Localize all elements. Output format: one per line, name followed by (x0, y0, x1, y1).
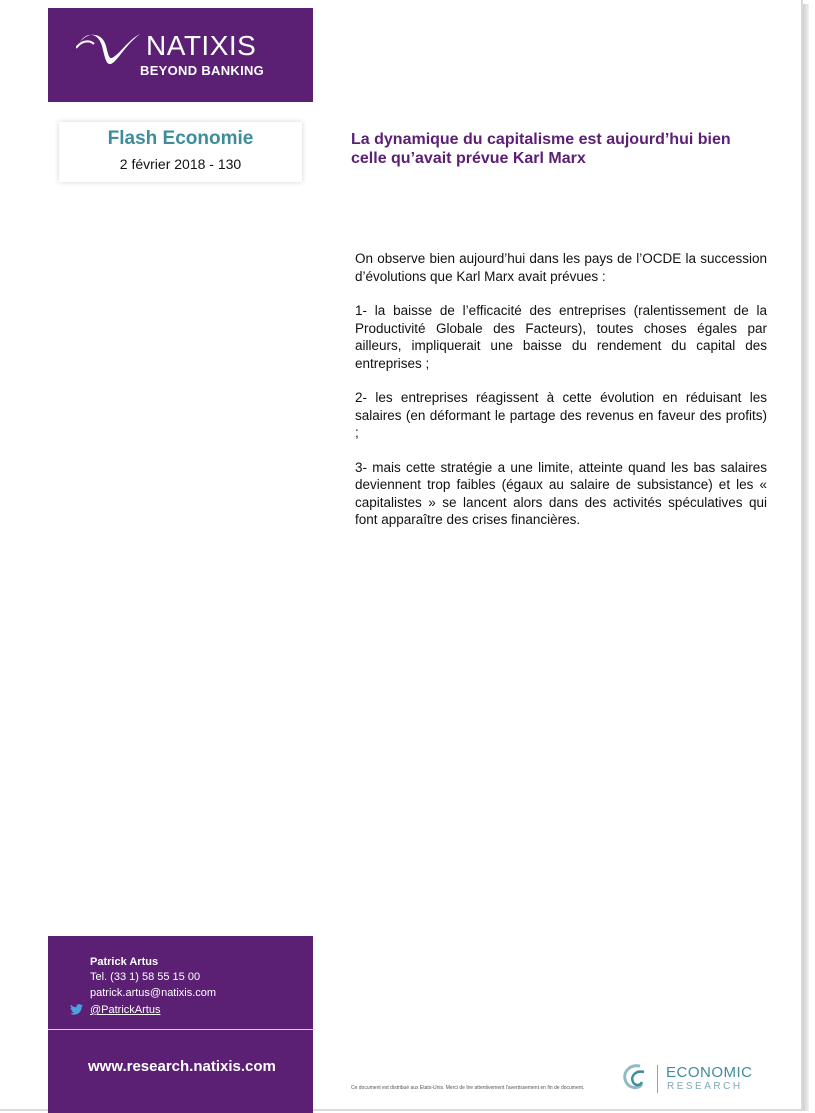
economic-research-label-2: RESEARCH (667, 1081, 743, 1092)
title-line-2: celle qu’avait prévue Karl Marx (351, 150, 586, 167)
economic-research-divider (657, 1065, 658, 1093)
natixis-swoosh-icon (76, 28, 142, 68)
author-twitter-link[interactable]: @PatrickArtus (90, 1004, 161, 1016)
title-line-1: La dynamique du capitalisme est aujourd’hui bien (351, 131, 731, 148)
author-name: Patrick Artus (90, 956, 159, 968)
paragraph-intro: On observe bien aujourd’hui dans les pays de l’OCDE la succession d’évolutions que Karl Marx avait prévues : (355, 251, 767, 284)
document-title (351, 130, 781, 168)
author-phone: Tel. (33 1) 58 55 15 00 (90, 971, 201, 983)
brand-tagline: BEYOND BANKING (140, 63, 265, 78)
flash-date: 2 février 2018 - 130 (119, 156, 242, 172)
twitter-icon (70, 1004, 83, 1015)
website-link[interactable]: www.research.natixis.com (88, 1058, 276, 1075)
paragraph-point-3: 3- mais cette stratégie a une limite, atteinte quand les bas salaires deviennent trop faibles (égaux au salaire de subsistance) et les « capitalistes » se lancent alors dans des activités spéculatives qui font apparaître des crises financières. (355, 459, 767, 527)
website-banner (48, 1030, 313, 1113)
author-contact (48, 936, 313, 1029)
natixis-logo (48, 8, 313, 102)
flash-title: Flash Economie (107, 128, 254, 149)
brand-name: NATIXIS (146, 30, 257, 61)
document-body (355, 250, 767, 546)
paragraph-point-2: 2- les entreprises réagissent à cette évolution en réduisant les salaires (en déformant le partage des revenus en faveur des profits) ; (355, 390, 767, 440)
paragraph-point-1: 1- la baisse de l’efficacité des entreprises (ralentissement de la Productivité Globale des Facteurs), toutes choses égales par ailleurs, impliquerait une baisse du rendement du capital des entreprises ; (355, 303, 767, 371)
economic-research-label-1: ECONOMIC (666, 1064, 753, 1081)
author-email-link[interactable]: patrick.artus@natixis.com (90, 987, 217, 999)
flash-header (59, 122, 302, 182)
us-distribution-disclaimer: Ce document est distribué aux Etats-Unis. Merci de lire attentivement l'avertissement en fin de document. (351, 1085, 585, 1091)
economic-research-logo-icon (620, 1062, 650, 1094)
